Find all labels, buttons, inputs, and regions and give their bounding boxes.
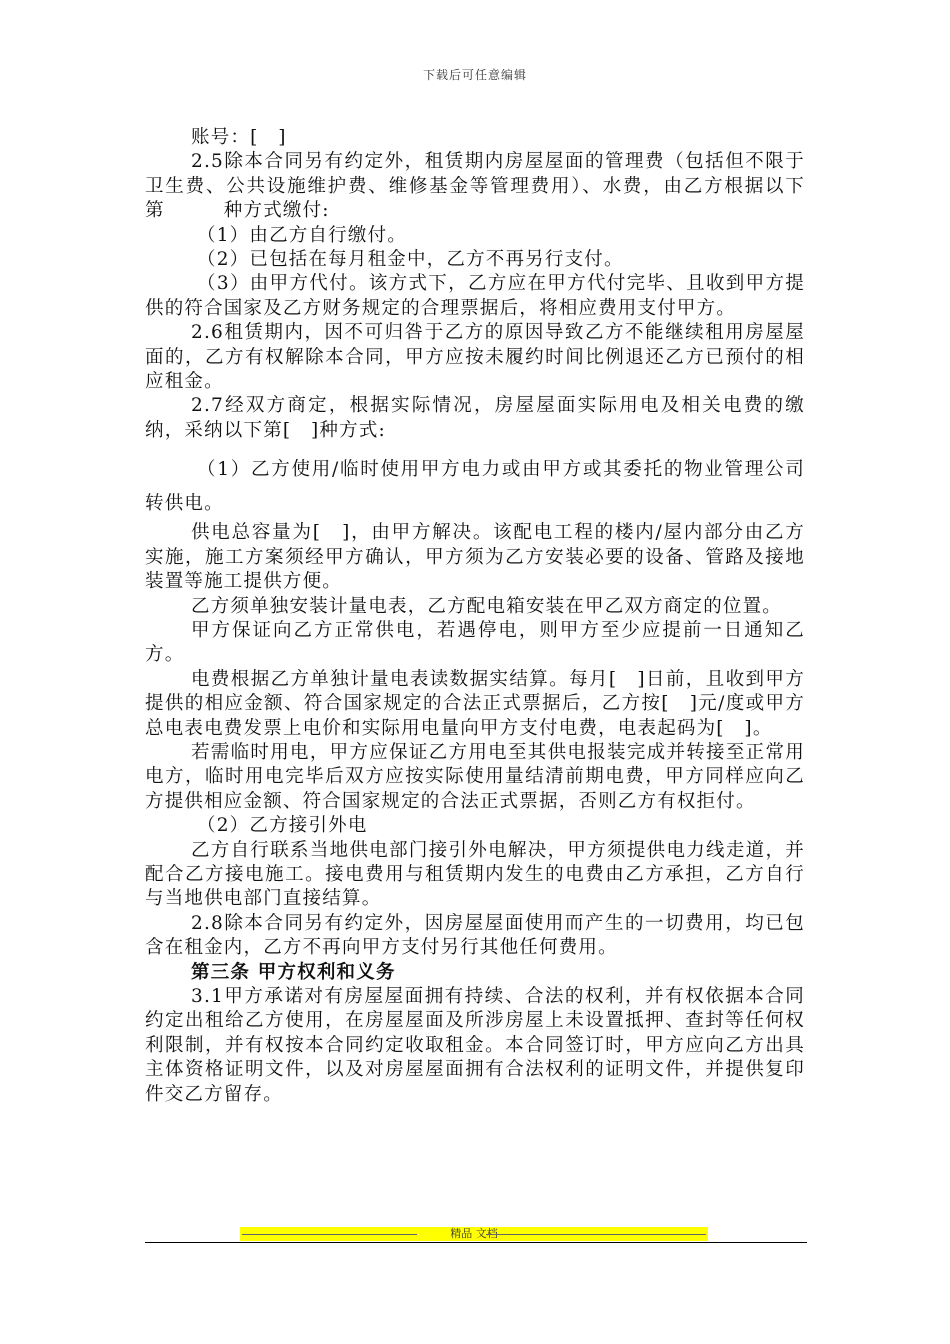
clause-2-5-option-1: （1）由乙方自行缴付。 xyxy=(197,224,407,246)
clause-2-5-option-2: （2）已包括在每月租金中，乙方不再另行支付。 xyxy=(197,249,624,271)
clause-3-1: 3.1甲方承诺对有房屋屋面拥有持续、合法的权利，并有权依据本合同约定出租给乙方使用，在房屋屋面及所涉房屋上未设置抵押、查封等任何权利限制，并有权按本合同约定收取租金。本合同签订时，甲方应向乙方出具主体资格证明文件，以及对房屋屋面拥有合法权利的证明文件，并提供复印件交乙方留存。 xyxy=(145,986,805,1105)
article-3-heading: 第三条 甲方权利和义务 xyxy=(191,961,396,983)
temporary-power-paragraph: 若需临时用电，甲方应保证乙方用电至其供电报装完成并转接至正常用电方，临时用电完毕后双方应按实际使用量结清前期电费，甲方同样应向乙方提供相应金额、符合国家规定的合法正式票据，否则乙方有权拒付。 xyxy=(145,741,805,812)
clause-2-5: 2.5除本合同另有约定外，租赁期内房屋屋面的管理费（包括但不限于卫生费、公共设施维护费、维修基金等管理费用）、水费，由乙方根据以下第 种方式缴付: xyxy=(145,151,805,222)
footer-text: 精品 文档 xyxy=(450,1227,498,1240)
clause-2-5-option-3: （3）由甲方代付。该方式下，乙方应在甲方代付完毕、且收到甲方提供的符合国家及乙方财务规定的合理票据后，将相应费用支付甲方。 xyxy=(145,273,805,319)
clause-2-8: 2.8除本合同另有约定外，因房屋屋面使用而产生的一切费用，均已包含在租金内，乙方不再向甲方支付另行其他任何费用。 xyxy=(145,912,805,959)
meter-installation-paragraph: 乙方须单独安装计量电表，乙方配电箱安装在甲乙双方商定的位置。 xyxy=(191,595,783,617)
footer-band xyxy=(240,1227,708,1241)
external-power-paragraph: 乙方自行联系当地供电部门接引外电解决，甲方须提供电力线走道，并配合乙方接电施工。接电费用与租赁期内发生的电费由乙方承担，乙方自行与当地供电部门直接结算。 xyxy=(145,839,805,910)
clause-2-7-option-1: （1）乙方使用/临时使用甲方电力或由甲方或其委托的物业管理公司转供电。 xyxy=(145,459,805,515)
electricity-fee-paragraph: 电费根据乙方单独计量电表读数据实结算。每月[ ]日前，且收到甲方提供的相应金额、符合国家规定的合法正式票据后，乙方按[ ]元/度或甲方总电表电费发票上电价和实际用电量向甲方支付电费，电表起码为[ ]。 xyxy=(145,668,805,739)
clause-2-6: 2.6租赁期内，因不可归咎于乙方的原因导致乙方不能继续租用房屋屋面的，乙方有权解除本合同，甲方应按未履约时间比例退还乙方已预付的相应租金。 xyxy=(145,322,805,393)
page-header: 下载后可任意编辑 xyxy=(422,68,527,82)
power-capacity-paragraph: 供电总容量为[ ]，由甲方解决。该配电工程的楼内/屋内部分由乙方实施，施工方案须经甲方确认，甲方须为乙方安装必要的设备、管路及接地装置等施工提供方便。 xyxy=(145,522,805,593)
clause-2-7: 2.7经双方商定，根据实际情况，房屋屋面实际用电及相关电费的缴纳，采纳以下第[ ]种方式: xyxy=(145,395,805,441)
footer-rule-left xyxy=(242,1234,417,1235)
power-supply-guarantee-paragraph: 甲方保证向乙方正常供电，若遇停电，则甲方至少应提前一日通知乙方。 xyxy=(145,619,805,666)
footer-divider xyxy=(145,1242,807,1243)
document-body xyxy=(145,126,805,1107)
footer-rule-right xyxy=(486,1234,706,1235)
account-line: 账号：[ ] xyxy=(191,127,287,148)
clause-2-7-option-2: （2）乙方接引外电 xyxy=(197,815,368,837)
